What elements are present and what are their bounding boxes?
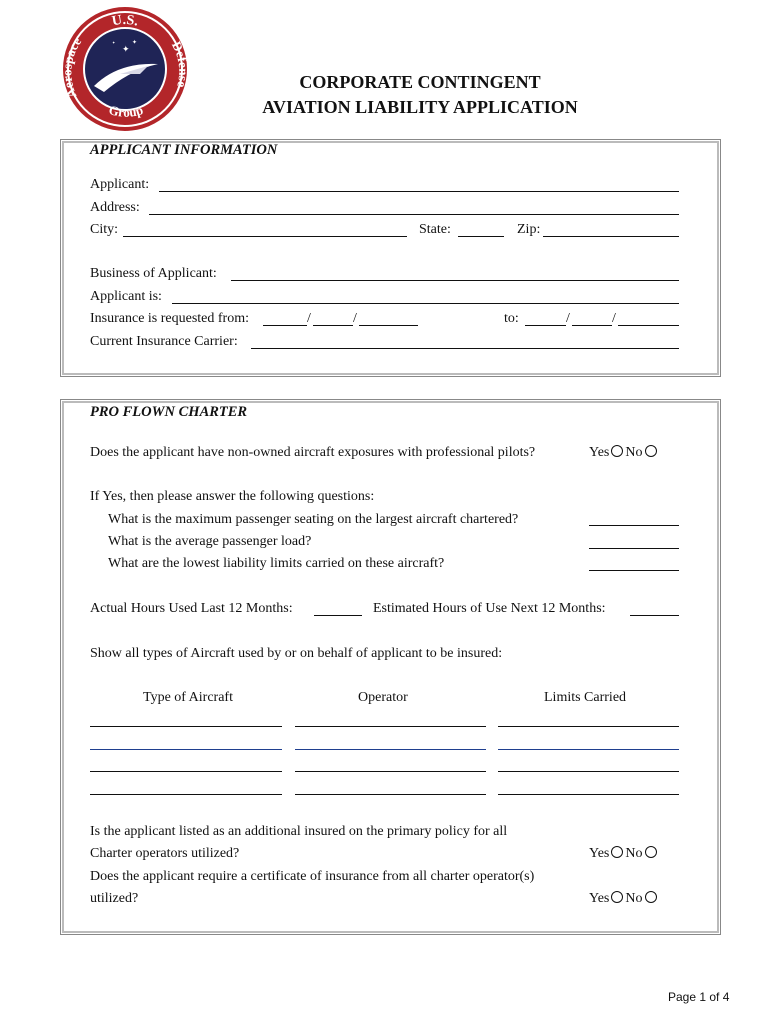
charter-heading: PRO FLOWN CHARTER [90, 404, 248, 420]
from-year-field[interactable] [359, 325, 418, 326]
limits-field[interactable] [498, 726, 679, 727]
svg-text:✦: ✦ [112, 40, 116, 45]
certificate-question-line1: Does the applicant require a certificate of insurance from all charter operator(s) [90, 869, 535, 884]
aircraft-type-field[interactable] [90, 794, 282, 795]
carrier-field[interactable] [251, 348, 679, 349]
applicant-field[interactable] [159, 191, 679, 192]
date-slash: / [307, 311, 311, 326]
non-owned-question: Does the applicant have non-owned aircraft exposures with professional pilots? [90, 445, 536, 460]
address-label: Address: [90, 200, 140, 215]
limits-field[interactable] [498, 771, 679, 772]
limits-field[interactable] [498, 749, 679, 750]
applicant-is-field[interactable] [172, 303, 679, 304]
operator-field[interactable] [295, 726, 486, 727]
column-operator: Operator [358, 690, 408, 705]
actual-hours-field[interactable] [314, 615, 362, 616]
avg-load-question: What is the average passenger load? [108, 534, 312, 549]
operator-field[interactable] [295, 749, 486, 750]
yes-radio[interactable] [611, 846, 623, 858]
lowest-limits-field[interactable] [589, 570, 679, 571]
logo-bottom-text: Group [107, 102, 145, 120]
from-day-field[interactable] [313, 325, 353, 326]
no-label: No [625, 891, 643, 906]
avg-load-field[interactable] [589, 548, 679, 549]
aircraft-type-field[interactable] [90, 749, 282, 750]
aircraft-type-field[interactable] [90, 771, 282, 772]
additional-insured-question-line2: Charter operators utilized? [90, 846, 240, 861]
date-slash: / [566, 311, 570, 326]
no-radio[interactable] [645, 846, 657, 858]
date-slash: / [612, 311, 616, 326]
yes-label: Yes [589, 846, 610, 861]
logo-left-text: Aerospace [60, 34, 85, 101]
zip-label: Zip: [517, 222, 541, 237]
show-types-text: Show all types of Aircraft used by or on behalf of applicant to be insured: [90, 646, 503, 661]
logo-top-text: U.S. [110, 12, 140, 30]
no-label: No [625, 445, 643, 460]
certificate-question-line2: utilized? [90, 891, 139, 906]
city-field[interactable] [123, 236, 407, 237]
applicant-info-heading: APPLICANT INFORMATION [90, 142, 278, 158]
carrier-label: Current Insurance Carrier: [90, 334, 238, 349]
estimated-hours-field[interactable] [630, 615, 679, 616]
column-type-of-aircraft: Type of Aircraft [143, 690, 233, 705]
company-logo [60, 4, 190, 134]
no-radio[interactable] [645, 445, 657, 457]
page-number: Page 1 of 4 [668, 990, 730, 1004]
yes-label: Yes [589, 445, 610, 460]
aircraft-type-field[interactable] [90, 726, 282, 727]
lowest-limits-question: What are the lowest liability limits carried on these aircraft? [108, 556, 445, 571]
form-title-line1: CORPORATE CONTINGENT [299, 72, 541, 92]
form-title-line2: AVIATION LIABILITY APPLICATION [262, 97, 578, 117]
estimated-hours-label: Estimated Hours of Use Next 12 Months: [373, 601, 606, 616]
business-label: Business of Applicant: [90, 266, 217, 281]
insurance-from-label: Insurance is requested from: [90, 311, 249, 326]
to-month-field[interactable] [525, 325, 566, 326]
city-label: City: [90, 222, 119, 237]
svg-text:✦: ✦ [132, 39, 138, 46]
logo-right-text: Defense [168, 38, 190, 89]
actual-hours-label: Actual Hours Used Last 12 Months: [90, 601, 293, 616]
additional-insured-yes-no [589, 846, 659, 862]
address-field[interactable] [149, 214, 679, 215]
date-slash: / [353, 311, 357, 326]
additional-insured-question-line1: Is the applicant listed as an additional insured on the primary policy for all [90, 824, 508, 839]
to-year-field[interactable] [618, 325, 679, 326]
applicant-is-label: Applicant is: [90, 289, 162, 304]
yes-label: Yes [589, 891, 610, 906]
business-field[interactable] [231, 280, 679, 281]
state-field[interactable] [458, 236, 504, 237]
state-label: State: [419, 222, 451, 237]
to-day-field[interactable] [572, 325, 612, 326]
zip-field[interactable] [543, 236, 679, 237]
non-owned-yes-no [589, 445, 659, 461]
certificate-yes-no [589, 891, 659, 907]
yes-radio[interactable] [611, 445, 623, 457]
from-month-field[interactable] [263, 325, 307, 326]
max-seating-question: What is the maximum passenger seating on the largest aircraft chartered? [108, 512, 519, 527]
limits-field[interactable] [498, 794, 679, 795]
applicant-label: Applicant: [90, 177, 150, 192]
column-limits-carried: Limits Carried [544, 690, 627, 705]
no-radio[interactable] [645, 891, 657, 903]
svg-text:✦: ✦ [122, 45, 130, 55]
max-seating-field[interactable] [589, 525, 679, 526]
to-label: to: [504, 311, 519, 326]
if-yes-text: If Yes, then please answer the following questions: [90, 489, 375, 504]
no-label: No [625, 846, 643, 861]
operator-field[interactable] [295, 794, 486, 795]
operator-field[interactable] [295, 771, 486, 772]
yes-radio[interactable] [611, 891, 623, 903]
